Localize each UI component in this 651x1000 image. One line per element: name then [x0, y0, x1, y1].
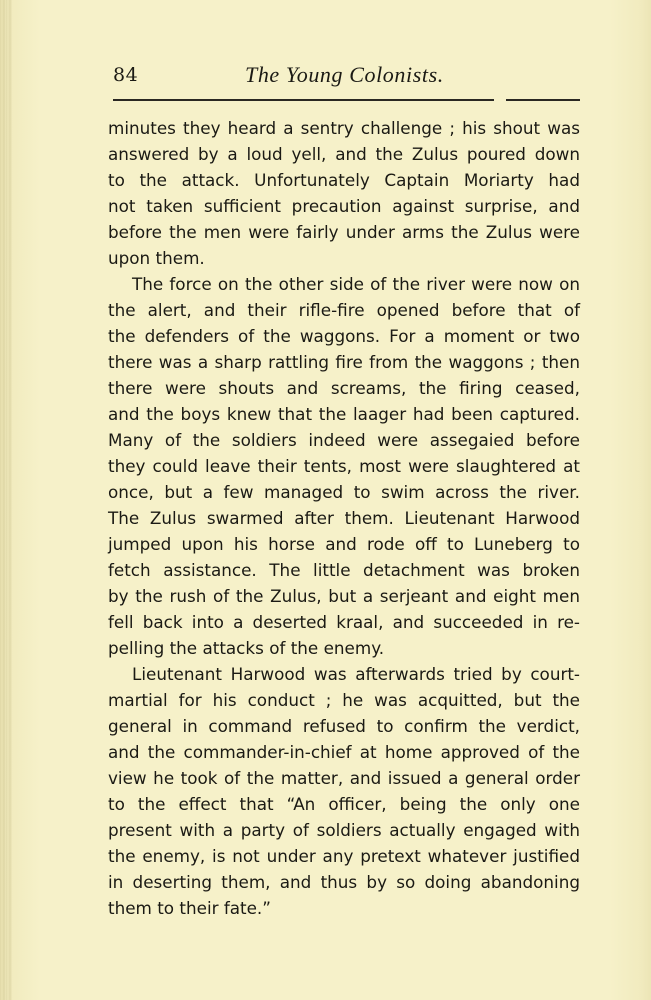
text-line: martial for his conduct ; he was acquitted, but the	[108, 690, 580, 710]
page-header	[107, 60, 577, 90]
text-line: the alert, and their rifle-fire opened before that of	[108, 300, 580, 320]
binding-gutter	[0, 0, 12, 1000]
text-line: not taken sufficient precaution against surprise, and	[108, 196, 580, 216]
running-title: The Young Colonists.	[245, 62, 444, 87]
page-number: 84	[113, 64, 139, 86]
header-rule	[113, 99, 580, 101]
text-line: there was a sharp rattling fire from the waggons ; then	[108, 352, 580, 372]
text-line: and the commander-in-chief at home approved of the	[108, 742, 580, 762]
text-line: present with a party of soldiers actually engaged with	[108, 820, 580, 840]
text-line: fetch assistance. The little detachment was broken	[108, 560, 580, 580]
text-line: there were shouts and screams, the firing ceased,	[108, 378, 580, 398]
text-line: in deserting them, and thus by so doing abandoning	[108, 872, 580, 892]
text-line: the defenders of the waggons. For a moment or two	[108, 326, 580, 346]
text-line: and the boys knew that the laager had been captured.	[108, 404, 580, 424]
text-line: to the effect that “An officer, being the only one	[108, 794, 580, 814]
text-line: The Zulus swarmed after them. Lieutenant Harwood	[108, 508, 580, 528]
text-line: pelling the attacks of the enemy.	[108, 638, 385, 658]
text-line: fell back into a deserted kraal, and succeeded in re-	[108, 612, 580, 632]
text-line: jumped upon his horse and rode off to Luneberg to	[108, 534, 580, 554]
text-line: Many of the soldiers indeed were assegaied before	[108, 430, 580, 450]
text-line: answered by a loud yell, and the Zulus poured down	[108, 144, 580, 164]
text-line: view he took of the matter, and issued a general order	[108, 768, 580, 788]
text-line: before the men were fairly under arms the Zulus were	[108, 222, 580, 242]
text-line: The force on the other side of the river were now on	[132, 274, 580, 294]
text-line: Lieutenant Harwood was afterwards tried by court-	[132, 664, 580, 684]
text-line: to the attack. Unfortunately Captain Moriarty had	[108, 170, 580, 190]
body-text	[108, 115, 580, 921]
text-line: the enemy, is not under any pretext whatever justified	[108, 846, 580, 866]
text-line: they could leave their tents, most were slaughtered at	[108, 456, 580, 476]
text-line: general in command refused to confirm the verdict,	[108, 716, 580, 736]
text-line: them to their fate.”	[108, 898, 271, 918]
text-line: by the rush of the Zulus, but a serjeant and eight men	[108, 586, 580, 606]
header-rule-gap	[494, 98, 506, 102]
text-line: once, but a few managed to swim across the river.	[108, 482, 580, 502]
text-line: upon them.	[108, 248, 205, 268]
text-line: minutes they heard a sentry challenge ; his shout was	[108, 118, 580, 138]
